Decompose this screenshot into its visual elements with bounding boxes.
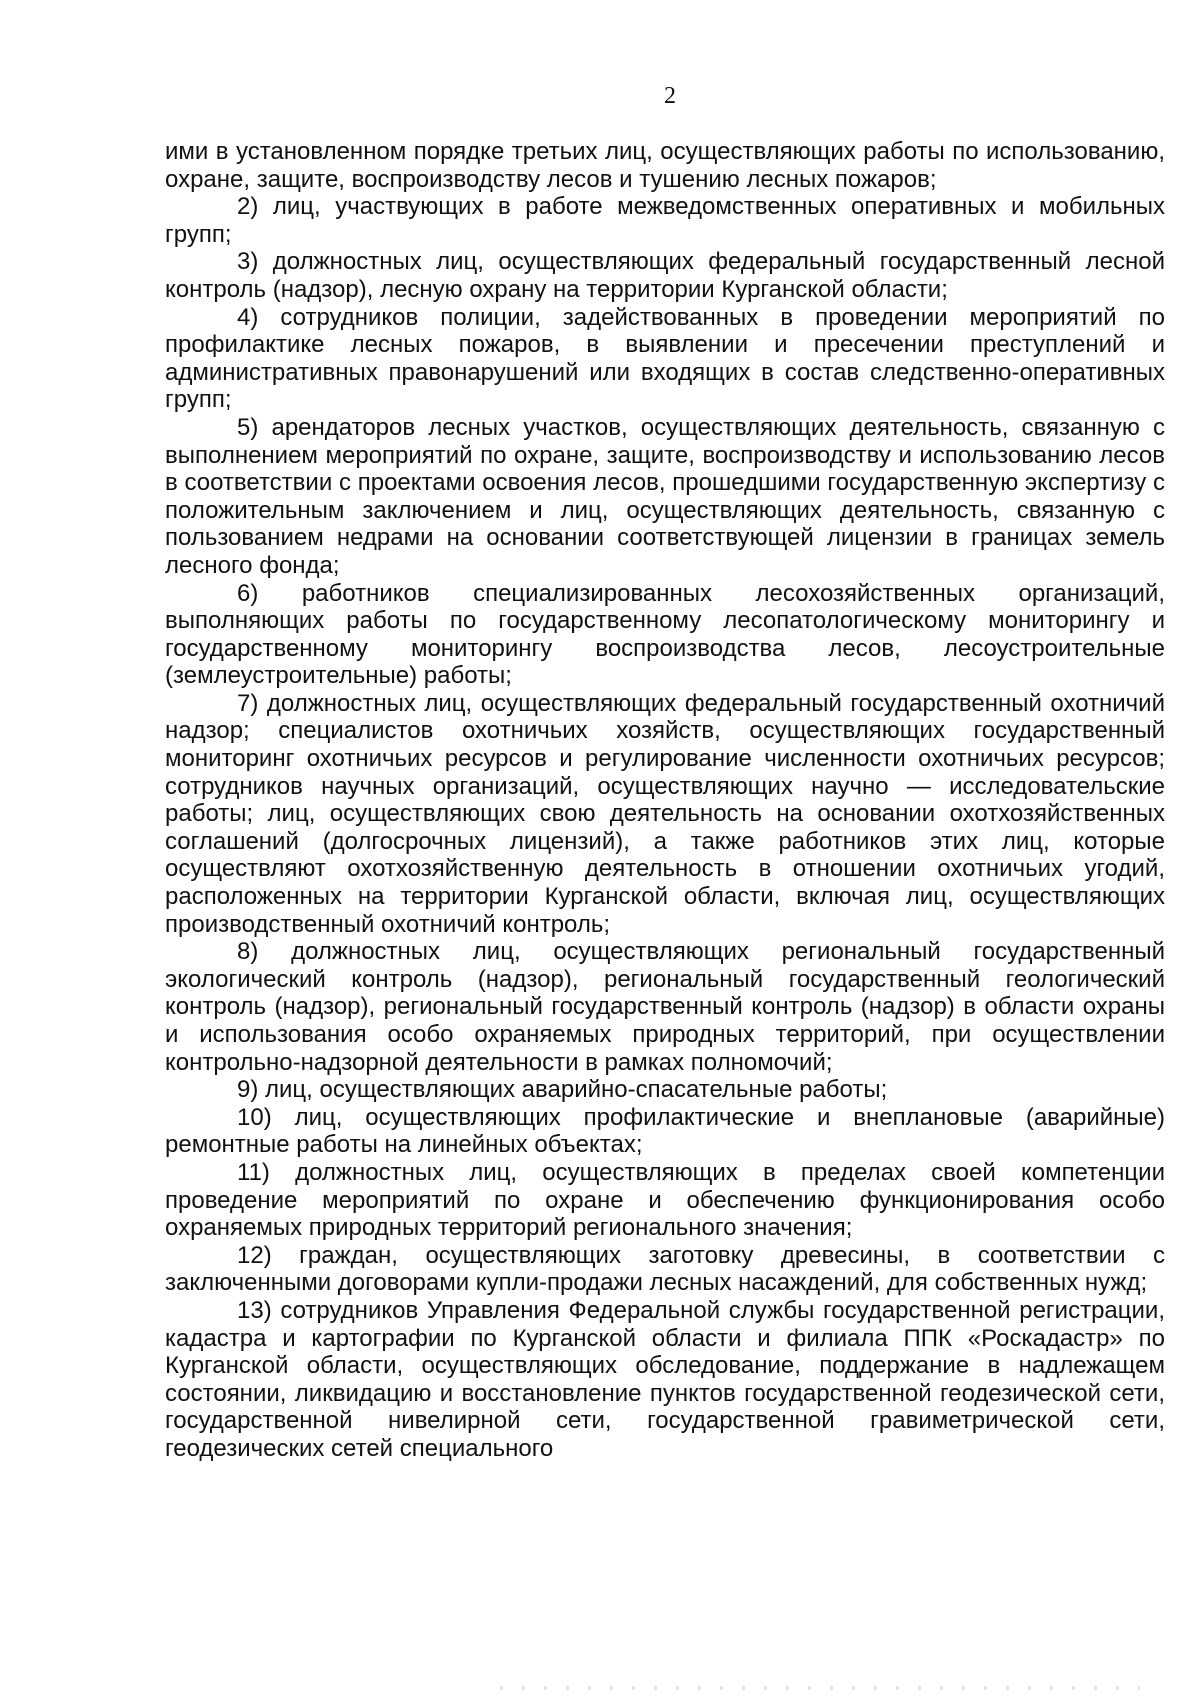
list-item-10: 10) лиц, осуществляющих профилактические и внеплановые (аварийные) ремонтные работы на линейных объектах; <box>165 1103 1165 1159</box>
list-item-11: 11) должностных лиц, осуществляющих в пределах своей компетенции проведение мероприятий по охране и обеспечению функционирования особо охраняемых природных территорий регионального значения; <box>165 1158 1165 1242</box>
list-item-7: 7) должностных лиц, осуществляющих федеральный государственный охотничий надзор; специалистов охотничьих хозяйств, осуществляющих государственный мониторинг охотничьих ресурсов и регулирование численности охотничьих ресурсов; сотрудников научных организаций, осуществляющих научно — исследовательские работы; лиц, осуществляющих свою деятельность на основании охотхозяйственных соглашений (долгосрочных лицензий), а также работников этих лиц, которые осуществляют охотхозяйственную деятельность в отношении охотничьих угодий, расположенных на территории Курганской области, включая лиц, осуществляющих производственный охотничий контроль; <box>165 689 1165 938</box>
page-number: 2 <box>664 83 676 109</box>
list-item-9: 9) лиц, осуществляющих аварийно-спасательные работы; <box>237 1076 888 1104</box>
list-item-6: 6) работников специализированных лесохозяйственных организаций, выполняющих работы по государственному лесопатологическому мониторингу и государственному мониторингу воспроизводства лесов, лесоустроительные (землеустроительные) работы; <box>165 579 1165 690</box>
list-item-8: 8) должностных лиц, осуществляющих региональный государственный экологический контроль (надзор), региональный государственный геологический контроль (надзор), региональный государственный контроль (надзор) в области охраны и использования особо охраняемых природных территорий, при осуществлении контрольно-надзорной деятельности в рамках полномочий; <box>165 938 1165 1076</box>
list-item-3: 3) должностных лиц, осуществляющих федеральный государственный лесной контроль (надзор), лесную охрану на территории Курганской области; <box>165 248 1165 303</box>
scan-artifact <box>500 1686 1140 1690</box>
document-body <box>165 138 1165 1463</box>
list-item-5: 5) арендаторов лесных участков, осуществляющих деятельность, связанную с выполнением мероприятий по охране, защите, воспроизводству и использованию лесов в соответствии с проектами освоения лесов, прошедшими государственную экспертизу с положительным заключением и лиц, осуществляющих деятельность, связанную с пользованием недрами на основании соответствующей лицензии в границах земель лесного фонда; <box>165 413 1165 579</box>
list-item-13: 13) сотрудников Управления Федеральной службы государственной регистрации, кадастра и картографии по Курганской области и филиала ППК «Роскадастр» по Курганской области, осуществляющих обследование, поддержание в надлежащем состоянии, ликвидацию и восстановление пунктов государственной геодезической сети, государственной нивелирной сети, государственной гравиметрической сети, геодезических сетей специального <box>165 1296 1165 1462</box>
list-item-12: 12) граждан, осуществляющих заготовку древесины, в соответствии с заключенными договорами купли-продажи лесных насаждений, для собственных нужд; <box>165 1241 1165 1297</box>
list-item-2: 2) лиц, участвующих в работе межведомственных оперативных и мобильных групп; <box>165 193 1165 248</box>
paragraph-continuation: ими в установленном порядке третьих лиц, осуществляющих работы по использованию, охране, защите, воспроизводству лесов и тушению лесных пожаров; <box>165 138 1165 193</box>
list-item-4: 4) сотрудников полиции, задействованных в проведении мероприятий по профилактике лесных пожаров, в выявлении и пресечении преступлений и административных правонарушений или входящих в состав следственно-оперативных групп; <box>165 303 1165 414</box>
